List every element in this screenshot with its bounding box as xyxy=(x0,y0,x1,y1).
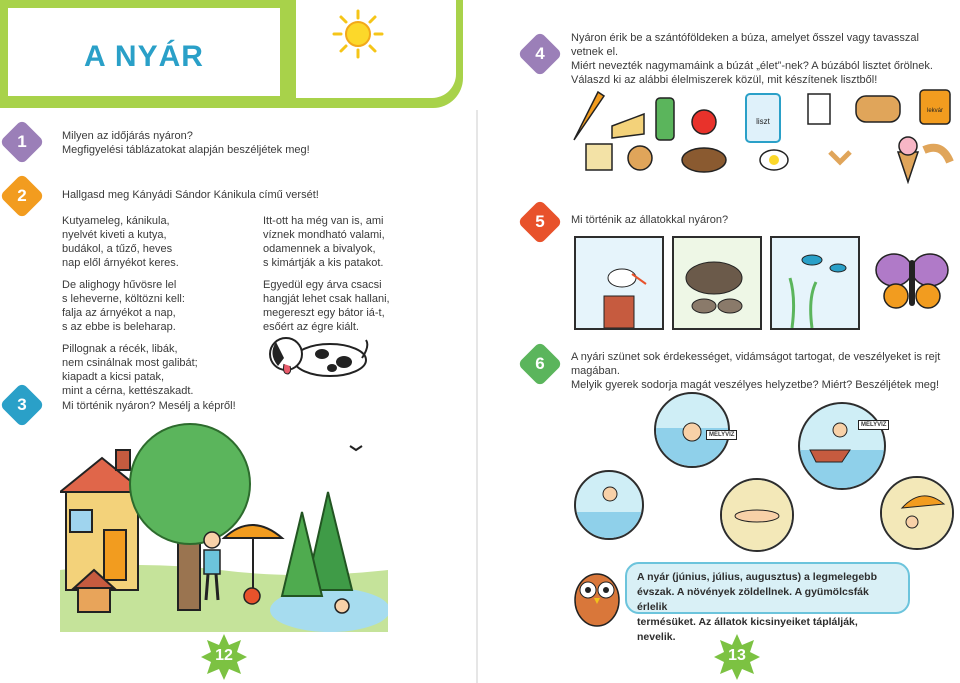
task-6-number: 6 xyxy=(535,354,545,373)
task-1-number: 1 xyxy=(17,132,27,151)
poem-line: kiapadt a kicsi patak, xyxy=(62,371,165,383)
poem-line: mint a cérna, kettészakadt. xyxy=(62,385,194,397)
scene-circle-diving xyxy=(574,470,644,540)
sleeping-dog-illustration xyxy=(258,328,370,384)
milk-carton-icon xyxy=(808,94,830,124)
scene-circle-beach-umbrella xyxy=(880,476,954,550)
task-4-number: 4 xyxy=(535,44,545,63)
task-4-line: Miért nevezték nagymamáink a búzát „élet”-nek? A búzából lisztet őrölnek. xyxy=(571,60,933,72)
page-number-right: 13 xyxy=(728,647,746,664)
task-6-line: Melyik gyerek sodorja magát veszélyes helyzetbe? Miért? Beszéljétek meg! xyxy=(571,379,940,391)
butterfly-icon xyxy=(874,250,950,312)
flour-label: liszt xyxy=(756,117,770,126)
poem-line: megereszt egy bátor iá-t, xyxy=(263,307,385,319)
task-6-line: A nyári szünet sok érdekességet, vidámságot tartogat, de veszélyeket is rejt magában. xyxy=(571,351,941,377)
bread-icon xyxy=(682,148,726,172)
bottle-icon xyxy=(656,98,674,140)
poem-line: Kutyameleg, kánikula, xyxy=(62,215,170,227)
pretzel-icon xyxy=(628,146,652,170)
poem-line: s kimártják a kis patakot. xyxy=(263,257,384,269)
task-1-line: Milyen az időjárás nyáron? xyxy=(62,130,193,142)
task-5-number: 5 xyxy=(535,212,545,231)
food-items-illustration xyxy=(568,86,958,184)
task-4-text xyxy=(571,31,951,87)
jar-label: lekvár xyxy=(926,108,944,114)
task-6-text xyxy=(571,350,960,392)
task-3-prompt: Mi történik nyáron? Mesélj a képről! xyxy=(62,400,236,412)
carrot-icon xyxy=(574,92,604,140)
deep-water-sign-1: MÉLYVÍZ xyxy=(706,430,737,440)
summer-scene-illustration xyxy=(60,420,388,632)
poem-line: Egyedül egy árva csacsi xyxy=(263,279,382,291)
task-1-line: Megfigyelési táblázatokat alapján beszéljétek meg! xyxy=(62,144,310,156)
poem-line: s az ebbe is beleharap. xyxy=(62,321,176,333)
page-title: A NYÁR xyxy=(84,40,204,73)
poem-line: Pillognak a récék, libák, xyxy=(62,343,178,355)
scene-circle-sunbathing xyxy=(720,478,794,552)
apple-icon xyxy=(692,110,716,134)
poem-line: nap elől árnyékot keres. xyxy=(62,257,179,269)
poem-line: nyelvét kiveti a kutya, xyxy=(62,229,167,241)
poem-line: falja az árnyékot a nap, xyxy=(62,307,176,319)
croissant-icon xyxy=(924,148,950,162)
poem-line: odamennek a bivalyok, xyxy=(263,243,376,255)
stork-picture xyxy=(574,236,664,330)
owl-icon xyxy=(570,560,624,630)
poem-line: esőért az égre kiált. xyxy=(263,321,359,333)
jam-jar-icon xyxy=(920,90,950,124)
poem-column-2 xyxy=(263,214,443,334)
ice-cream-icon xyxy=(898,152,918,182)
fish-picture xyxy=(770,236,860,330)
task-1-text xyxy=(62,129,310,157)
poem-line: nem csinálnak most galibát; xyxy=(62,357,198,369)
task-4-line: Nyáron érik be a szántóföldeken a búza, amelyet ősszel vagy tavasszal vetnek el. xyxy=(571,32,919,58)
task-2-prompt: Hallgasd meg Kányádi Sándor Kánikula című versét! xyxy=(62,189,319,201)
poem-line: víznek mondható valami, xyxy=(263,229,385,241)
poem-line: De alighogy hűvösre lel xyxy=(62,279,177,291)
deep-water-sign-2: MÉLYVÍZ xyxy=(858,420,889,430)
summary-infobox xyxy=(625,562,910,643)
cake-icon xyxy=(612,114,644,138)
task-4-line: Válaszd ki az alábbi élelmiszerek közül, mit készítenek lisztből! xyxy=(571,74,878,86)
task-2-number: 2 xyxy=(17,186,27,205)
page-number-left: 12 xyxy=(215,647,233,664)
poem-line: hangját lehet csak hallani, xyxy=(263,293,390,305)
poem-line: budákol, a tűző, heves xyxy=(62,243,173,255)
poem-line: s leheverne, költözni kell: xyxy=(62,293,185,305)
bread-loaf-icon xyxy=(856,96,900,122)
infobox-line: A nyár (június, július, augusztus) a legmelegebb xyxy=(637,571,877,583)
pasta-icon xyxy=(830,152,850,162)
infobox-line: termésüket. Az állatok kicsinyeiket táplálják, nevelik. xyxy=(637,616,858,643)
poem-line: Itt-ott ha még van is, ami xyxy=(263,215,384,227)
poem-column-1 xyxy=(62,214,242,398)
spine-divider xyxy=(476,110,478,683)
scene-circle-boat xyxy=(798,402,886,490)
infobox-line: évszak. A növények zöldellnek. A gyümölcsfák érlelik xyxy=(637,586,869,613)
task-5-prompt: Mi történik az állatokkal nyáron? xyxy=(571,214,729,226)
task-3-number: 3 xyxy=(17,395,27,414)
sun-icon xyxy=(330,8,386,60)
crackers-icon xyxy=(586,144,612,170)
boar-picture xyxy=(672,236,762,330)
